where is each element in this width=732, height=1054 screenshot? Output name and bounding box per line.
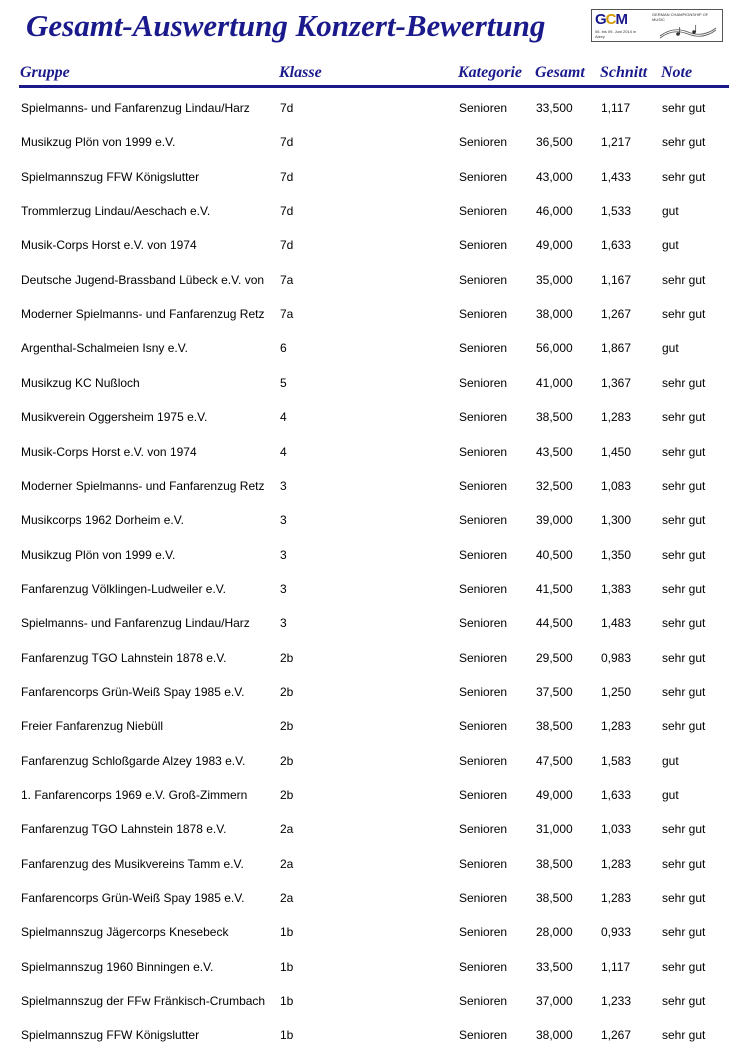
cell-kategorie: Senioren: [459, 375, 508, 390]
cell-klasse: 2b: [280, 753, 294, 768]
table-row: [0, 227, 732, 261]
cell-klasse: 2a: [280, 891, 294, 906]
table-row: [0, 1017, 732, 1051]
table-row: [0, 296, 732, 330]
cell-kategorie: Senioren: [459, 684, 508, 699]
table-row: [0, 914, 732, 948]
cell-gesamt: 43,500: [536, 444, 573, 459]
cell-kategorie: Senioren: [459, 272, 508, 287]
cell-kategorie: Senioren: [459, 959, 508, 974]
cell-note: sehr gut: [662, 684, 706, 699]
cell-klasse: 3: [280, 547, 287, 562]
cell-klasse: 7d: [280, 135, 294, 150]
cell-kategorie: Senioren: [459, 581, 508, 596]
table-row: [0, 502, 732, 536]
table-row: [0, 159, 732, 193]
table-row: [0, 743, 732, 777]
cell-klasse: 2a: [280, 856, 294, 871]
cell-note: sehr gut: [662, 719, 706, 734]
cell-gesamt: 39,000: [536, 513, 573, 528]
cell-note: sehr gut: [662, 169, 706, 184]
table-row: [0, 708, 732, 742]
cell-gesamt: 56,000: [536, 341, 573, 356]
cell-klasse: 7d: [280, 238, 294, 253]
cell-gesamt: 36,500: [536, 135, 573, 150]
cell-note: sehr gut: [662, 650, 706, 665]
cell-kategorie: Senioren: [459, 341, 508, 356]
cell-kategorie: Senioren: [459, 204, 508, 219]
cell-klasse: 3: [280, 616, 287, 631]
cell-klasse: 7d: [280, 169, 294, 184]
logo-caption: GERMAN CHAMPIONSHIP OF MUSIC: [652, 12, 709, 22]
cell-kategorie: Senioren: [459, 101, 508, 115]
cell-note: sehr gut: [662, 444, 706, 459]
cell-kategorie: Senioren: [459, 788, 508, 802]
cell-note: gut: [662, 238, 679, 253]
cell-gruppe: Spielmannszug FFW Königslutter: [21, 169, 200, 184]
cell-gruppe: Fanfarenzug TGO Lahnstein 1878 e.V.: [21, 822, 227, 837]
cell-schnitt: 1,083: [601, 478, 632, 493]
cell-kategorie: Senioren: [459, 616, 508, 631]
cell-gesamt: 28,000: [536, 925, 573, 940]
table-row: [0, 90, 732, 124]
cell-kategorie: Senioren: [459, 1028, 508, 1043]
cell-gesamt: 33,500: [536, 959, 573, 974]
cell-gesamt: 43,000: [536, 169, 573, 184]
cell-schnitt: 1,233: [601, 994, 632, 1009]
cell-gruppe: Moderner Spielmanns- und Fanfarenzug Retz: [21, 307, 265, 322]
cell-kategorie: Senioren: [459, 135, 508, 150]
table-row: [0, 193, 732, 227]
table-row: [0, 880, 732, 914]
cell-kategorie: Senioren: [459, 513, 508, 528]
cell-note: sehr gut: [662, 994, 706, 1009]
cell-gruppe: Musikzug Plön von 1999 e.V.: [21, 135, 176, 150]
table-row: [0, 365, 732, 399]
cell-schnitt: 1,117: [601, 101, 631, 115]
cell-gesamt: 35,000: [536, 272, 573, 287]
cell-note: sehr gut: [662, 478, 706, 493]
cell-klasse: 7a: [280, 272, 294, 287]
cell-schnitt: 1,283: [601, 891, 632, 906]
cell-schnitt: 1,283: [601, 856, 632, 871]
cell-note: sehr gut: [662, 101, 706, 115]
header-divider: [19, 85, 729, 88]
cell-note: sehr gut: [662, 822, 706, 837]
table-row: [0, 846, 732, 880]
cell-gesamt: 40,500: [536, 547, 573, 562]
cell-kategorie: Senioren: [459, 856, 508, 871]
cell-gruppe: Spielmanns- und Fanfarenzug Lindau/Harz: [21, 101, 250, 115]
cell-klasse: 4: [280, 410, 287, 425]
cell-gesamt: 38,000: [536, 307, 573, 322]
cell-schnitt: 0,933: [601, 925, 632, 940]
cell-gesamt: 33,500: [536, 101, 573, 115]
cell-gruppe: Musikzug Plön von 1999 e.V.: [21, 547, 176, 562]
cell-gesamt: 49,000: [536, 788, 573, 802]
cell-schnitt: 1,283: [601, 410, 632, 425]
cell-klasse: 3: [280, 513, 287, 528]
cell-klasse: 7d: [280, 101, 294, 115]
cell-schnitt: 1,450: [601, 444, 632, 459]
cell-gruppe: Fanfarenzug TGO Lahnstein 1878 e.V.: [21, 650, 227, 665]
cell-schnitt: 1,633: [601, 238, 632, 253]
table-row: [0, 777, 732, 811]
table-row: [0, 468, 732, 502]
cell-note: sehr gut: [662, 856, 706, 871]
cell-gruppe: Fanfarenzug Völklingen-Ludweiler e.V.: [21, 581, 227, 596]
cell-gesamt: 47,500: [536, 753, 573, 768]
cell-kategorie: Senioren: [459, 444, 508, 459]
cell-klasse: 5: [280, 375, 287, 390]
cell-schnitt: 1,383: [601, 581, 632, 596]
column-header-gesamt: Gesamt: [535, 64, 585, 81]
cell-schnitt: 1,367: [601, 375, 632, 390]
cell-gruppe: Spielmannszug Jägercorps Knesebeck: [21, 925, 229, 940]
cell-klasse: 1b: [280, 1028, 294, 1043]
cell-note: sehr gut: [662, 616, 706, 631]
cell-note: sehr gut: [662, 307, 706, 322]
cell-kategorie: Senioren: [459, 238, 508, 253]
cell-klasse: 1b: [280, 925, 294, 940]
cell-klasse: 2b: [280, 650, 294, 665]
cell-schnitt: 1,283: [601, 719, 632, 734]
cell-gesamt: 37,500: [536, 684, 573, 699]
table-row: [0, 983, 732, 1017]
cell-klasse: 7d: [280, 204, 294, 219]
cell-gruppe: Musik-Corps Horst e.V. von 1974: [21, 444, 197, 459]
table-row: [0, 674, 732, 708]
cell-note: sehr gut: [662, 581, 706, 596]
cell-schnitt: 1,533: [601, 204, 632, 219]
cell-gesamt: 38,500: [536, 410, 573, 425]
cell-kategorie: Senioren: [459, 753, 508, 768]
cell-gruppe: Fanfarencorps Grün-Weiß Spay 1985 e.V.: [21, 891, 245, 906]
cell-klasse: 2b: [280, 684, 294, 699]
cell-gruppe: Spielmanns- und Fanfarenzug Lindau/Harz: [21, 616, 250, 631]
table-row: [0, 262, 732, 296]
cell-note: sehr gut: [662, 513, 706, 528]
cell-gruppe: Spielmannszug FFW Königslutter: [21, 1028, 200, 1043]
cell-gesamt: 38,500: [536, 891, 573, 906]
cell-gruppe: Fanfarenzug Schloßgarde Alzey 1983 e.V.: [21, 753, 246, 768]
cell-kategorie: Senioren: [459, 822, 508, 837]
cell-gesamt: 29,500: [536, 650, 573, 665]
cell-note: gut: [662, 204, 679, 219]
gcm-logo: [591, 9, 723, 42]
cell-gruppe: Spielmannszug der FFw Fränkisch-Crumbach: [21, 994, 266, 1009]
table-row: [0, 811, 732, 845]
cell-gesamt: 44,500: [536, 616, 573, 631]
cell-schnitt: 1,300: [601, 513, 632, 528]
cell-note: sehr gut: [662, 375, 706, 390]
cell-klasse: 6: [280, 341, 287, 356]
cell-note: sehr gut: [662, 959, 706, 974]
cell-note: sehr gut: [662, 925, 706, 940]
cell-klasse: 4: [280, 444, 287, 459]
cell-note: gut: [662, 788, 679, 802]
cell-klasse: 2a: [280, 822, 294, 837]
cell-kategorie: Senioren: [459, 925, 508, 940]
cell-gruppe: 1. Fanfarencorps 1969 e.V. Groß-Zimmern: [21, 788, 248, 802]
cell-gesamt: 41,000: [536, 375, 573, 390]
cell-gruppe: Moderner Spielmanns- und Fanfarenzug Retz: [21, 478, 265, 493]
cell-klasse: 2b: [280, 719, 294, 734]
column-header-klasse: Klasse: [279, 64, 322, 81]
cell-klasse: 1b: [280, 959, 294, 974]
cell-gruppe: Trommlerzug Lindau/Aeschach e.V.: [21, 204, 211, 219]
table-row: [0, 571, 732, 605]
cell-kategorie: Senioren: [459, 650, 508, 665]
cell-note: sehr gut: [662, 891, 706, 906]
cell-schnitt: 1,217: [601, 135, 632, 150]
cell-gruppe: Fanfarenzug des Musikvereins Tamm e.V.: [21, 856, 244, 871]
cell-gesamt: 38,500: [536, 856, 573, 871]
cell-schnitt: 1,633: [601, 788, 632, 802]
cell-gesamt: 46,000: [536, 204, 573, 219]
cell-kategorie: Senioren: [459, 169, 508, 184]
table-header: [0, 64, 732, 86]
cell-kategorie: Senioren: [459, 994, 508, 1009]
column-header-schnitt: Schnitt: [600, 64, 648, 81]
cell-schnitt: 1,267: [601, 1028, 632, 1043]
cell-note: gut: [662, 753, 679, 768]
cell-gruppe: Musikzug KC Nußloch: [21, 375, 140, 390]
cell-gesamt: 37,000: [536, 994, 573, 1009]
cell-gruppe: Argenthal-Schalmeien Isny e.V.: [21, 341, 188, 356]
cell-gesamt: 38,000: [536, 1028, 573, 1043]
cell-klasse: 3: [280, 478, 287, 493]
cell-gesamt: 49,000: [536, 238, 573, 253]
column-header-gruppe: Gruppe: [20, 64, 70, 81]
cell-schnitt: 1,583: [601, 753, 632, 768]
cell-schnitt: 1,867: [601, 341, 632, 356]
cell-schnitt: 1,250: [601, 684, 632, 699]
cell-schnitt: 1,350: [601, 547, 632, 562]
cell-gruppe: Musik-Corps Horst e.V. von 1974: [21, 238, 197, 253]
cell-kategorie: Senioren: [459, 891, 508, 906]
cell-gesamt: 38,500: [536, 719, 573, 734]
cell-gruppe: Freier Fanfarenzug Niebüll: [21, 719, 164, 734]
music-staff-icon: [658, 24, 718, 40]
cell-schnitt: 0,983: [601, 650, 632, 665]
cell-note: sehr gut: [662, 135, 706, 150]
cell-schnitt: 1,433: [601, 169, 632, 184]
cell-klasse: 7a: [280, 307, 294, 322]
cell-gruppe: Musikcorps 1962 Dorheim e.V.: [21, 513, 184, 528]
cell-schnitt: 1,117: [601, 959, 631, 974]
cell-kategorie: Senioren: [459, 478, 508, 493]
cell-schnitt: 1,483: [601, 616, 632, 631]
cell-note: sehr gut: [662, 272, 706, 287]
table-row: [0, 605, 732, 639]
table-row: [0, 399, 732, 433]
cell-klasse: 1b: [280, 994, 294, 1009]
cell-klasse: 3: [280, 581, 287, 596]
cell-schnitt: 1,167: [601, 272, 632, 287]
cell-note: gut: [662, 341, 679, 356]
table-row: [0, 949, 732, 983]
cell-gruppe: Deutsche Jugend-Brassband Lübeck e.V. von: [21, 272, 265, 287]
cell-schnitt: 1,033: [601, 822, 632, 837]
logo-date: 06. bis 09. Juni 2014 in Alzey: [595, 29, 637, 39]
cell-schnitt: 1,267: [601, 307, 632, 322]
cell-note: sehr gut: [662, 410, 706, 425]
table-row: [0, 640, 732, 674]
logo-mark: GCM: [595, 11, 628, 28]
cell-kategorie: Senioren: [459, 719, 508, 734]
cell-gesamt: 31,000: [536, 822, 573, 837]
cell-klasse: 2b: [280, 788, 294, 802]
cell-gruppe: Spielmannszug 1960 Binningen e.V.: [21, 959, 214, 974]
cell-note: sehr gut: [662, 1028, 706, 1043]
cell-gruppe: Fanfarencorps Grün-Weiß Spay 1985 e.V.: [21, 684, 245, 699]
cell-gesamt: 32,500: [536, 478, 573, 493]
cell-gruppe: Musikverein Oggersheim 1975 e.V.: [21, 410, 208, 425]
cell-note: sehr gut: [662, 547, 706, 562]
table-row: [0, 330, 732, 364]
cell-kategorie: Senioren: [459, 410, 508, 425]
cell-kategorie: Senioren: [459, 547, 508, 562]
table-row: [0, 124, 732, 158]
cell-gesamt: 41,500: [536, 581, 573, 596]
column-header-note: Note: [661, 64, 693, 81]
page-title: Gesamt-Auswertung Konzert-Bewertung: [26, 8, 546, 43]
table-row: [0, 434, 732, 468]
table-row: [0, 537, 732, 571]
column-header-kategorie: Kategorie: [458, 64, 522, 81]
cell-kategorie: Senioren: [459, 307, 508, 322]
